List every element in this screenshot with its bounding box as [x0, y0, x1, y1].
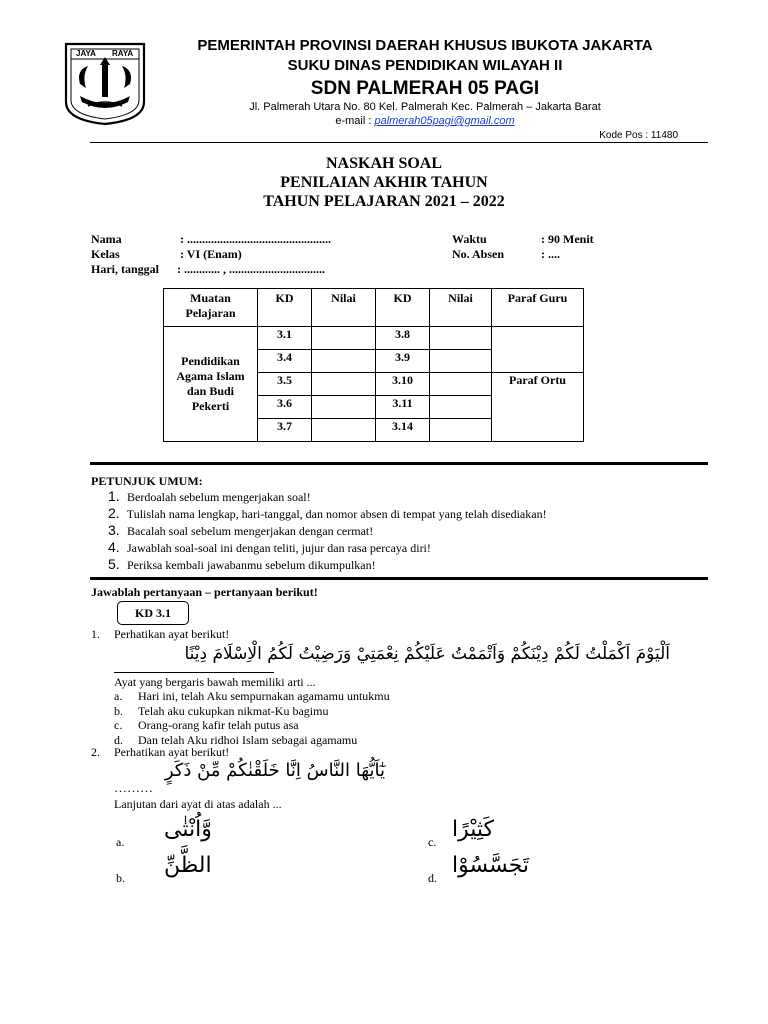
list-item: 1. Berdoalah sebelum mengerjakan soal! — [108, 488, 311, 504]
doc-title-1: NASKAH SOAL — [325, 155, 443, 172]
q1-number: 1. — [91, 627, 100, 641]
nilai-cell[interactable] — [312, 373, 376, 396]
q1-option-c[interactable]: c. Orang-orang kafir telah putus asa — [114, 718, 299, 732]
nilai-cell[interactable] — [430, 373, 492, 396]
q1-prompt: Perhatikan ayat berikut! — [114, 627, 230, 641]
option-arabic: وَّاُنْثٰى — [164, 817, 212, 842]
jaya-raya-emblem-icon — [62, 40, 148, 126]
doc-title-2: PENILAIAN AKHIR TAHUN — [280, 174, 488, 191]
kelas-value: : VI (Enam) — [180, 247, 242, 261]
header-nilai-2: Nilai — [430, 289, 492, 327]
q2-prompt: Perhatikan ayat berikut! — [114, 745, 230, 759]
logo-text-right: RAYA — [112, 49, 134, 58]
kd-cell: 3.10 — [376, 373, 430, 396]
section-divider — [90, 577, 708, 580]
kop-postal-code: Kode Pos : 11480 — [599, 130, 678, 141]
header-kd-2: KD — [376, 289, 430, 327]
waktu-value: : 90 Menit — [541, 232, 594, 246]
nama-field[interactable]: : ................................................ — [180, 232, 331, 246]
hari-tanggal-field[interactable]: : ............ , ................................ — [177, 262, 325, 276]
kd-label-box: KD 3.1 — [117, 601, 189, 625]
header-kd-1: KD — [258, 289, 312, 327]
instruction-text: Jawablah pertanyaan – pertanyaan berikut! — [91, 585, 318, 599]
nilai-cell[interactable] — [312, 350, 376, 373]
list-item: 5. Periksa kembali jawabanmu sebelum dikumpulkan! — [108, 556, 376, 572]
score-table — [163, 288, 584, 442]
header-paraf-guru: Paraf Guru — [492, 289, 584, 327]
hari-tanggal-label: Hari, tanggal — [91, 262, 159, 276]
kd-cell: 3.14 — [376, 419, 430, 442]
list-item: 3. Bacalah soal sebelum mengerjakan dengan cermat! — [108, 522, 374, 538]
kop-school-name: SDN PALMERAH 05 PAGI — [310, 78, 540, 99]
option-letter: c. — [428, 835, 437, 849]
paraf-guru-cell[interactable] — [492, 327, 584, 373]
list-item: 2. Tulislah nama lengkap, hari-tanggal, dan nomor absen di tempat yang telah disediakan! — [108, 505, 547, 521]
header-divider — [90, 142, 708, 143]
option-letter: d. — [428, 871, 437, 885]
waktu-label: Waktu — [452, 232, 487, 246]
kd-cell: 3.7 — [258, 419, 312, 442]
kop-department: SUKU DINAS PENDIDIKAN WILAYAH II — [287, 57, 563, 74]
nilai-cell[interactable] — [430, 350, 492, 373]
option-arabic: كَثِيْرًا — [452, 817, 495, 842]
nilai-cell[interactable] — [430, 396, 492, 419]
subject-cell: Pendidikan Agama Islam dan Budi Pekerti — [164, 327, 258, 442]
logo-text-left: JAYA — [76, 49, 96, 58]
petunjuk-list — [108, 488, 708, 573]
nilai-cell[interactable] — [312, 419, 376, 442]
kop-address: Jl. Palmerah Utara No. 80 Kel. Palmerah Kec. Palmerah – Jakarta Barat — [249, 101, 601, 113]
petunjuk-title: PETUNJUK UMUM: — [91, 474, 203, 488]
email-link[interactable]: palmerah05pagi@gmail.com — [374, 115, 515, 127]
section-divider — [90, 462, 708, 465]
email-label: e-mail : — [335, 115, 375, 127]
q1-option-d[interactable]: d. Dan telah Aku ridhoi Islam sebagai agamamu — [114, 733, 358, 747]
option-arabic: الظَّنِّ — [164, 853, 212, 878]
nilai-cell[interactable] — [430, 327, 492, 350]
nilai-cell[interactable] — [312, 396, 376, 419]
q2-question: Lanjutan dari ayat di atas adalah ... — [114, 797, 282, 811]
option-letter: b. — [116, 871, 125, 885]
q1-verse-underline — [114, 672, 274, 673]
q1-question: Ayat yang bergaris bawah memiliki arti ... — [114, 675, 316, 689]
kd-cell: 3.11 — [376, 396, 430, 419]
q1-option-a[interactable]: a. Hari ini, telah Aku sempurnakan agamamu untukmu — [114, 689, 390, 703]
absen-field[interactable]: : .... — [541, 247, 560, 261]
header-nilai-1: Nilai — [312, 289, 376, 327]
q2-dots: ……… — [114, 780, 153, 795]
kd-cell: 3.6 — [258, 396, 312, 419]
header-muatan: Muatan Pelajaran — [164, 289, 258, 327]
doc-title-3: TAHUN PELAJARAN 2021 – 2022 — [263, 193, 505, 210]
q2-number: 2. — [91, 745, 100, 759]
list-item: 4. Jawablah soal-soal ini dengan teliti, jujur dan rasa percaya diri! — [108, 539, 431, 555]
q1-arabic-verse: اَلْيَوْمَ اَكْمَلْتُ لَكُمْ دِيْنَكُمْ وَاَتْمَمْتُ عَلَيْكُمْ نِعْمَتِيْ وَرَضِيْتُ لَكُمُ الْاِسْلَامَ دِيْنًا — [184, 644, 670, 664]
kd-cell: 3.1 — [258, 327, 312, 350]
kd-cell: 3.5 — [258, 373, 312, 396]
kd-cell: 3.8 — [376, 327, 430, 350]
option-letter: a. — [116, 835, 125, 849]
kd-cell: 3.4 — [258, 350, 312, 373]
kop-email — [150, 115, 700, 127]
kelas-label: Kelas — [91, 247, 120, 261]
nama-label: Nama — [91, 232, 122, 246]
option-arabic: تَجَسَّسُوْا — [452, 853, 530, 878]
kop-government: PEMERINTAH PROVINSI DAERAH KHUSUS IBUKOTA JAKARTA — [197, 37, 653, 54]
paraf-ortu-cell[interactable]: Paraf Ortu — [492, 373, 584, 442]
absen-label: No. Absen — [452, 247, 505, 261]
q2-arabic-verse: يٰٓاَيُّهَا النَّاسُ اِنَّا خَلَقْنٰكُمْ مِّنْ ذَكَرٍ — [164, 760, 385, 781]
q1-option-b[interactable]: b. Telah aku cukupkan nikmat-Ku bagimu — [114, 704, 329, 718]
nilai-cell[interactable] — [430, 419, 492, 442]
nilai-cell[interactable] — [312, 327, 376, 350]
kd-cell: 3.9 — [376, 350, 430, 373]
school-logo — [62, 40, 148, 126]
